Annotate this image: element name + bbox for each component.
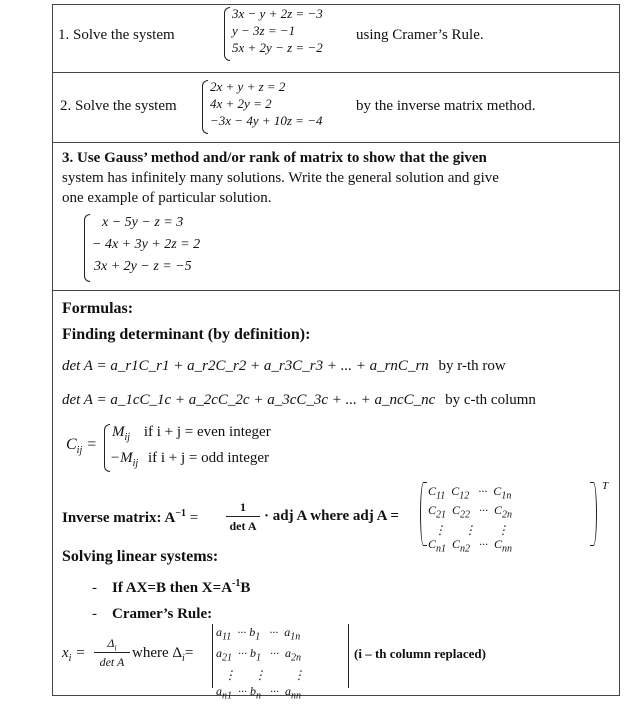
equation: y − 3z = −1 — [232, 23, 296, 38]
equation: x − 5y − z = 3 — [102, 215, 184, 230]
bullet-1: - If AX=B then $X=A^{-1}B$ — [92, 578, 251, 596]
brace-2 — [202, 80, 208, 134]
det-row-suffix: by r-th row — [438, 358, 506, 374]
bullet-1-sup: -1 — [232, 578, 241, 589]
cramer-num: $\Delta_i$ — [107, 636, 117, 653]
adj-text-value: · adj A where adj A = — [264, 508, 399, 524]
equation: 5x + 2y − z = −2 — [232, 40, 323, 55]
cramer-matrix: $a_{11}$ ··· $b_1$ ··· $a_{1n}$ $a_{21}$ ··· $b_1$ ··· $a_{2n}$ ⋮ ⋮ ⋮ $a_{n1}$ ··· $b_n$ ··· $a_{nn}$ — [216, 625, 305, 702]
inverse-superscript: −1 — [175, 508, 187, 519]
equation: −3x − 4y + 10z = −4 — [210, 113, 323, 128]
cramer-xi: $x_i$ = — [62, 645, 86, 664]
cramer-where-text: where Δ — [132, 645, 183, 661]
cramer-num-value: Δ — [107, 636, 115, 650]
brace-3 — [84, 214, 90, 282]
cij-case-1: $M_{ij}$ if i + j = even integer — [112, 424, 271, 443]
adj-left-paren — [420, 482, 427, 546]
inverse-fraction-line — [226, 516, 260, 517]
bullet-1-text: If AX=B then X=A — [112, 580, 233, 596]
cij-case-1-condition: if i + j = even integer — [143, 424, 271, 440]
cij-case-1-value: M — [112, 424, 125, 440]
det-right-bar — [348, 624, 349, 688]
inverse-fraction-denominator: det A — [229, 519, 257, 533]
problem-3-line: 3. Use Gauss’ method and/or rank of matrix to show that the given — [62, 150, 487, 166]
adj-text — [264, 508, 399, 525]
cij-symbol: $C_{ij}$ = — [66, 436, 98, 457]
problem-2-method: by the inverse matrix method. — [356, 98, 536, 114]
equation: 4x + 2y = 2 — [210, 96, 272, 111]
det-row-formula — [62, 358, 506, 375]
cramer-note: (i – th column replaced) — [354, 646, 486, 661]
equation: 3x + 2y − z = −5 — [94, 259, 192, 274]
problem-1-method: using Cramer’s Rule. — [356, 27, 484, 43]
det-left-bar — [212, 624, 213, 688]
inverse-label — [62, 508, 198, 527]
cramer-where: where $\Delta_i=$ — [132, 645, 194, 664]
cij-case-2-value: −M — [110, 450, 133, 466]
det-col-formula — [62, 392, 536, 409]
determinant-title: Finding determinant (by definition): — [62, 326, 311, 343]
bullet-2-text: Cramer’s Rule: — [112, 606, 213, 622]
problem-1-label: 1. Solve the system — [58, 27, 175, 43]
equation: − 4x + 3y + 2z = 2 — [92, 237, 201, 252]
problem-2-system — [210, 78, 322, 129]
divider-2 — [52, 142, 620, 143]
divider-1 — [52, 72, 620, 73]
problem-3-text — [62, 148, 499, 208]
cij-case-2-condition: if i + j = odd integer — [147, 450, 269, 466]
equation: 2x + y + z = 2 — [210, 79, 286, 94]
solving-title: Solving linear systems: — [62, 548, 219, 565]
cij-case-2: $-M_{ij}$ if i + j = odd integer — [110, 450, 269, 469]
formulas-title: Formulas: — [62, 300, 134, 317]
bullet-2: - Cramer’s Rule: — [92, 606, 213, 622]
det-row-expression: det A = a_r1C_r1 + a_r2C_r2 + a_r3C_r3 + ... + a_rnC_rn — [62, 358, 429, 374]
adj-right-paren — [590, 482, 597, 546]
brace-1 — [224, 7, 230, 61]
problem-3-line: system has infinitely many solutions. Write the general solution and give — [62, 170, 499, 186]
problem-3-line: one example of particular solution. — [62, 190, 272, 206]
adj-matrix: $C_{11}$ $C_{12}$ ··· $C_{1n}$ $C_{21}$ $C_{22}$ ··· $C_{2n}$ ⋮ ⋮ ⋮ $C_{n1}$ $C_{n2}$ ··· $C_{nn}$ — [428, 484, 513, 555]
det-col-suffix: by c-th column — [445, 392, 536, 408]
cramer-fraction-line — [94, 652, 130, 653]
problem-1-system — [232, 5, 323, 56]
problem-3-system — [92, 212, 200, 278]
inverse-label-text: Inverse matrix: A — [62, 510, 176, 526]
divider-3 — [52, 290, 620, 291]
inverse-equals: = — [189, 510, 199, 526]
problem-2-label: 2. Solve the system — [60, 98, 177, 114]
inverse-fraction-numerator: 1 — [240, 500, 246, 514]
equation: 3x − y + 2z = −3 — [232, 6, 323, 21]
det-col-expression: det A = a_1cC_1c + a_2cC_2c + a_3cC_3c + ... + a_ncC_nc — [62, 392, 436, 408]
cramer-den: det A — [99, 655, 125, 669]
transpose-symbol: T — [602, 480, 609, 492]
bullet-1-end: B — [240, 580, 251, 596]
